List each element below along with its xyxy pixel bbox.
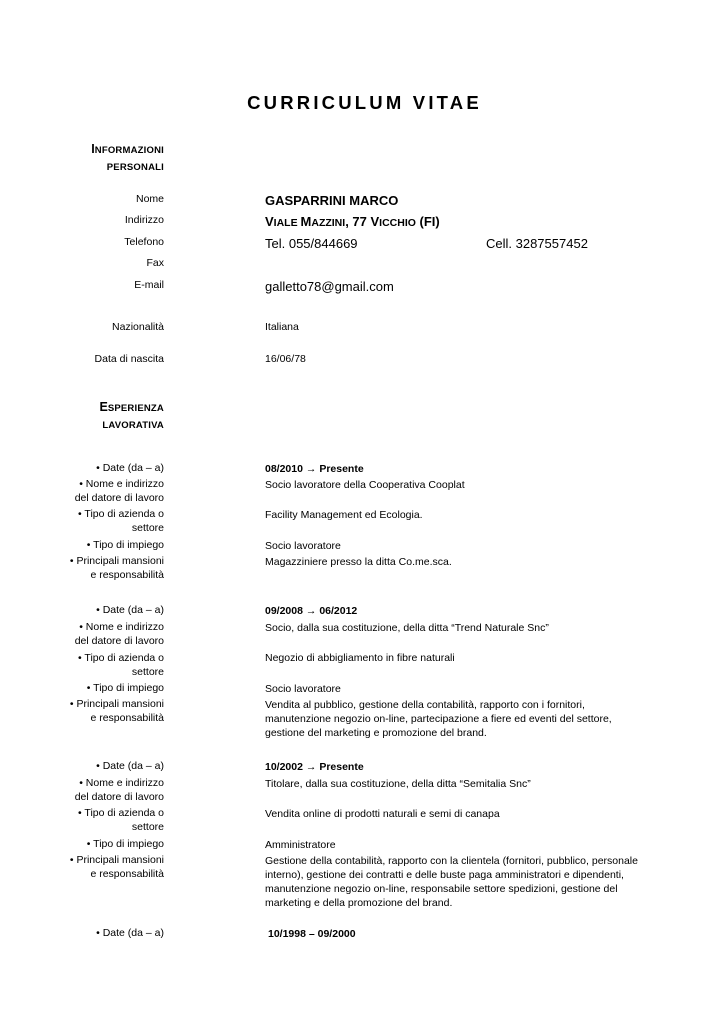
label-date: • Date (da – a) [96,927,164,939]
value-nationality: Italiana [265,321,299,333]
job-company-type: Facility Management ed Ecologia. [265,509,423,521]
label-fax: Fax [146,257,164,269]
section-heading-line2: PERSONALI [106,162,164,173]
label-company-type: • Tipo di azienda o settore [78,508,164,534]
value-birthdate: 16/06/78 [265,353,306,365]
section-heading-experience [99,399,164,434]
label-duties: • Principali mansioni e responsabilità [69,555,164,581]
job-type: Socio lavoratore [265,683,341,695]
label-company-type: • Tipo di azienda o settore [78,652,164,678]
job-type: Amministratore [265,839,336,851]
value-address: VIALE MAZZINI, 77 VICCHIO (FI) [265,214,440,229]
job-employer: Socio, dalla sua costituzione, della ditta “Trend Naturale Snc” [265,622,549,634]
job-employer: Titolare, dalla sua costituzione, della ditta “Semitalia Snc” [265,778,531,790]
section-heading-rest: SPERIENZA [107,403,164,414]
label-address: Indirizzo [124,214,164,226]
value-phone: Tel. 055/844669 [265,236,358,251]
label-job-type: • Tipo di impiego [86,838,164,850]
label-employer: • Nome e indirizzo del datore di lavoro [74,478,164,504]
section-heading-initial: I [91,142,95,156]
value-email: galletto78@gmail.com [265,279,394,294]
label-date: • Date (da – a) [96,760,164,772]
label-birthdate: Data di nascita [94,353,164,365]
job-type: Socio lavoratore [265,540,341,552]
job-employer: Socio lavoratore della Cooperativa Cooplat [265,479,465,491]
job-duties: Vendita al pubblico, gestione della contabilità, rapporto con i fornitori, manutenzione negozio on-line, partecipazione a fiere ed eventi del settore, gestione del marketing e promozione del brand. [265,699,612,739]
section-heading-rest: NFORMAZIONI [94,145,164,156]
label-job-type: • Tipo di impiego [86,539,164,551]
label-duties: • Principali mansioni e responsabilità [69,854,164,880]
label-date: • Date (da – a) [96,462,164,474]
job-duties: Gestione della contabilità, rapporto con la clientela (fornitori, pubblico, personale interno), gestione dei contratti e delle buste paga amministratori e dipendenti, manutenzione negozio on-line, responsabile settore spedizioni, gestione del marketing e della promozione del brand. [265,855,638,909]
arrow-right-icon: → [305,605,317,617]
label-job-type: • Tipo di impiego [86,682,164,694]
job-dates: 08/2010 → Presente [265,463,364,475]
label-date: • Date (da – a) [96,604,164,616]
label-name: Nome [135,193,164,205]
section-heading-initial: E [99,400,108,414]
document-title: CURRICULUM VITAE [247,92,482,113]
label-employer: • Nome e indirizzo del datore di lavoro [74,777,164,803]
value-cell: Cell. 3287557452 [486,236,588,251]
value-name: GASPARRINI MARCO [265,193,399,208]
label-email: E-mail [134,279,164,291]
label-duties: • Principali mansioni e responsabilità [69,698,164,724]
section-heading-personal [91,141,164,176]
label-employer: • Nome e indirizzo del datore di lavoro [74,621,164,647]
arrow-right-icon: → [305,761,317,773]
job-dates: 10/2002 → Presente [265,761,364,773]
label-nationality: Nazionalità [112,321,164,333]
label-phone: Telefono [124,236,164,248]
job-company-type: Vendita online di prodotti naturali e semi di canapa [265,808,500,820]
job-duties: Magazziniere presso la ditta Co.me.sca. [265,556,452,568]
arrow-right-icon: → [305,463,317,475]
section-heading-line2: LAVORATIVA [102,420,164,431]
job-dates: 09/2008 → 06/2012 [265,605,358,617]
label-company-type: • Tipo di azienda o settore [78,807,164,833]
job-company-type: Negozio di abbigliamento in fibre naturali [265,652,455,664]
job-dates: 10/1998 – 09/2000 [268,928,356,940]
